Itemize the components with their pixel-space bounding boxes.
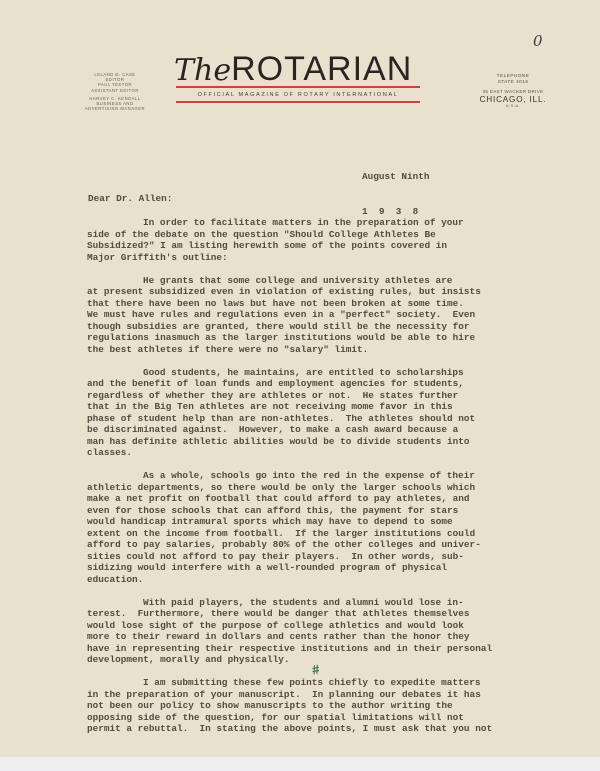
letter-body: [87, 217, 492, 746]
text-line: classes.: [87, 447, 133, 458]
text-line: more to their reward in dollars and cents rather than the honor they: [87, 631, 470, 642]
text-line: He grants that some college and university athletes are: [143, 274, 453, 286]
text-line: As a whole, schools go into the red in the expense of their: [143, 470, 475, 481]
text-line: sidizing would interfere with a well-rounded program of physical: [87, 562, 448, 573]
date-line: August Ninth: [362, 171, 430, 182]
title-main: ROTARIAN: [231, 50, 413, 88]
text-line: Subsidized?" I am listing herewith some of the points covered in: [87, 240, 448, 251]
text-line: regulations inasmuch as the larger institutions would be able to hire: [87, 332, 476, 343]
text-line: terest. Furthermore, there would be danger that athletes themselves: [87, 608, 470, 619]
staff-list: [78, 72, 152, 111]
text-line: have in representing their respective institutions and in their personal: [87, 642, 493, 654]
text-line: We must have rules and regulations even in a "perfect" society. Even: [87, 309, 476, 320]
paragraph: [87, 367, 492, 459]
text-line: at present subsidized even in violation of existing rules, but insists: [87, 286, 481, 297]
staff-role: BUSINESS AND: [96, 101, 134, 107]
magazine-title: [174, 50, 422, 86]
text-line: and the benefit of loan funds and employment agencies for students,: [87, 378, 464, 389]
text-line: sities could not afford to pay their players. In other words, sub-: [87, 550, 464, 562]
text-line: With paid players, the students and alumni would lose in-: [143, 596, 464, 608]
text-line: that in the Big Ten athletes are not receiving mome favor in this: [87, 401, 453, 412]
text-line: not been our policy to show manuscripts to the author writing the: [87, 700, 453, 711]
text-line: man has definite athletic abilities would be to divide students into: [87, 435, 470, 447]
paragraph: [87, 275, 492, 356]
magazine-subtitle: OFFICIAL MAGAZINE OF ROTARY INTERNATIONAL: [197, 92, 399, 98]
paragraph: [87, 677, 492, 735]
text-line: that there have been no laws but have not been broken at some time.: [87, 297, 464, 309]
staff-name: PAUL TESTOR: [98, 82, 132, 88]
staff-name: LELAND D. CASE: [94, 72, 136, 77]
text-line: regardless of whether they are athletes or not. He states further: [87, 389, 459, 401]
staff-role: ASSISTANT EDITOR: [91, 87, 139, 93]
text-line: In order to facilitate matters in the preparation of your: [143, 217, 464, 228]
text-line: make a net profit on football that could afford to pay athletes, and: [87, 493, 470, 504]
text-line: be discriminated against. However, to make a cash award because a: [87, 424, 459, 435]
text-line: development, morally and physically.: [87, 654, 290, 665]
text-line: athletic departments, so there would be only the larger schools which: [87, 481, 476, 493]
telephone-number: STATE 4016: [497, 79, 529, 85]
handwritten-margin-mark: #: [310, 661, 321, 678]
red-rule-bottom: [176, 101, 420, 103]
telephone-label: TELEPHONE: [496, 74, 530, 79]
text-line: though subsidies are granted, there would still be the necessity for: [87, 320, 470, 332]
salutation: Dear Dr. Allen:: [88, 193, 173, 204]
text-line: phase of student help than are non-athletes. The athletes should not: [87, 412, 476, 424]
text-line: the best athletes if there were no "salary" limit.: [87, 343, 369, 355]
text-line: Good students, he maintains, are entitled to scholarships: [143, 366, 464, 378]
text-line: extent on the income from football. If the larger institutions could: [87, 527, 476, 539]
text-line: afford to pay salaries, probably 80% of the other colleges and univer-: [87, 539, 481, 550]
country: U.S.A.: [505, 104, 521, 108]
paragraph: [87, 597, 492, 666]
handwritten-corner-note: 0: [533, 32, 543, 50]
paragraph: [87, 470, 492, 585]
city: CHICAGO, ILL.: [479, 95, 547, 104]
text-line: would lose sight of the purpose of college athletics and would look: [87, 619, 464, 631]
text-line: Major Griffith's outline:: [87, 251, 228, 263]
staff-role: EDITOR: [105, 77, 125, 83]
text-line: education.: [87, 573, 144, 585]
text-line: opposing side of the question, for our spatial limitations will not: [87, 711, 464, 723]
text-line: even for those schools that can afford this, the payment for stars: [87, 504, 459, 516]
date-year: 1 9 3 8: [362, 205, 419, 217]
text-line: would handicap intramural sports which may have to depend to some: [87, 516, 453, 527]
text-line: in the preparation of your manuscript. In planning our debates it has: [87, 688, 481, 700]
street-address: 35 EAST WACKER DRIVE: [482, 89, 544, 94]
text-line: side of the debate on the question "Should College Athletes Be: [87, 228, 436, 240]
staff-role: ADVERTISING MANAGER: [84, 106, 146, 112]
title-the: The: [174, 53, 232, 88]
paragraph: [87, 217, 492, 263]
masthead: [174, 50, 422, 103]
address-block: [466, 74, 560, 108]
text-line: I am submitting these few points chiefly to expedite matters: [143, 677, 481, 688]
text-line: permit a rebuttal. In stating the above points, I must ask that you not: [87, 723, 493, 734]
staff-name: HARVEY C. KENDALL: [89, 95, 141, 101]
